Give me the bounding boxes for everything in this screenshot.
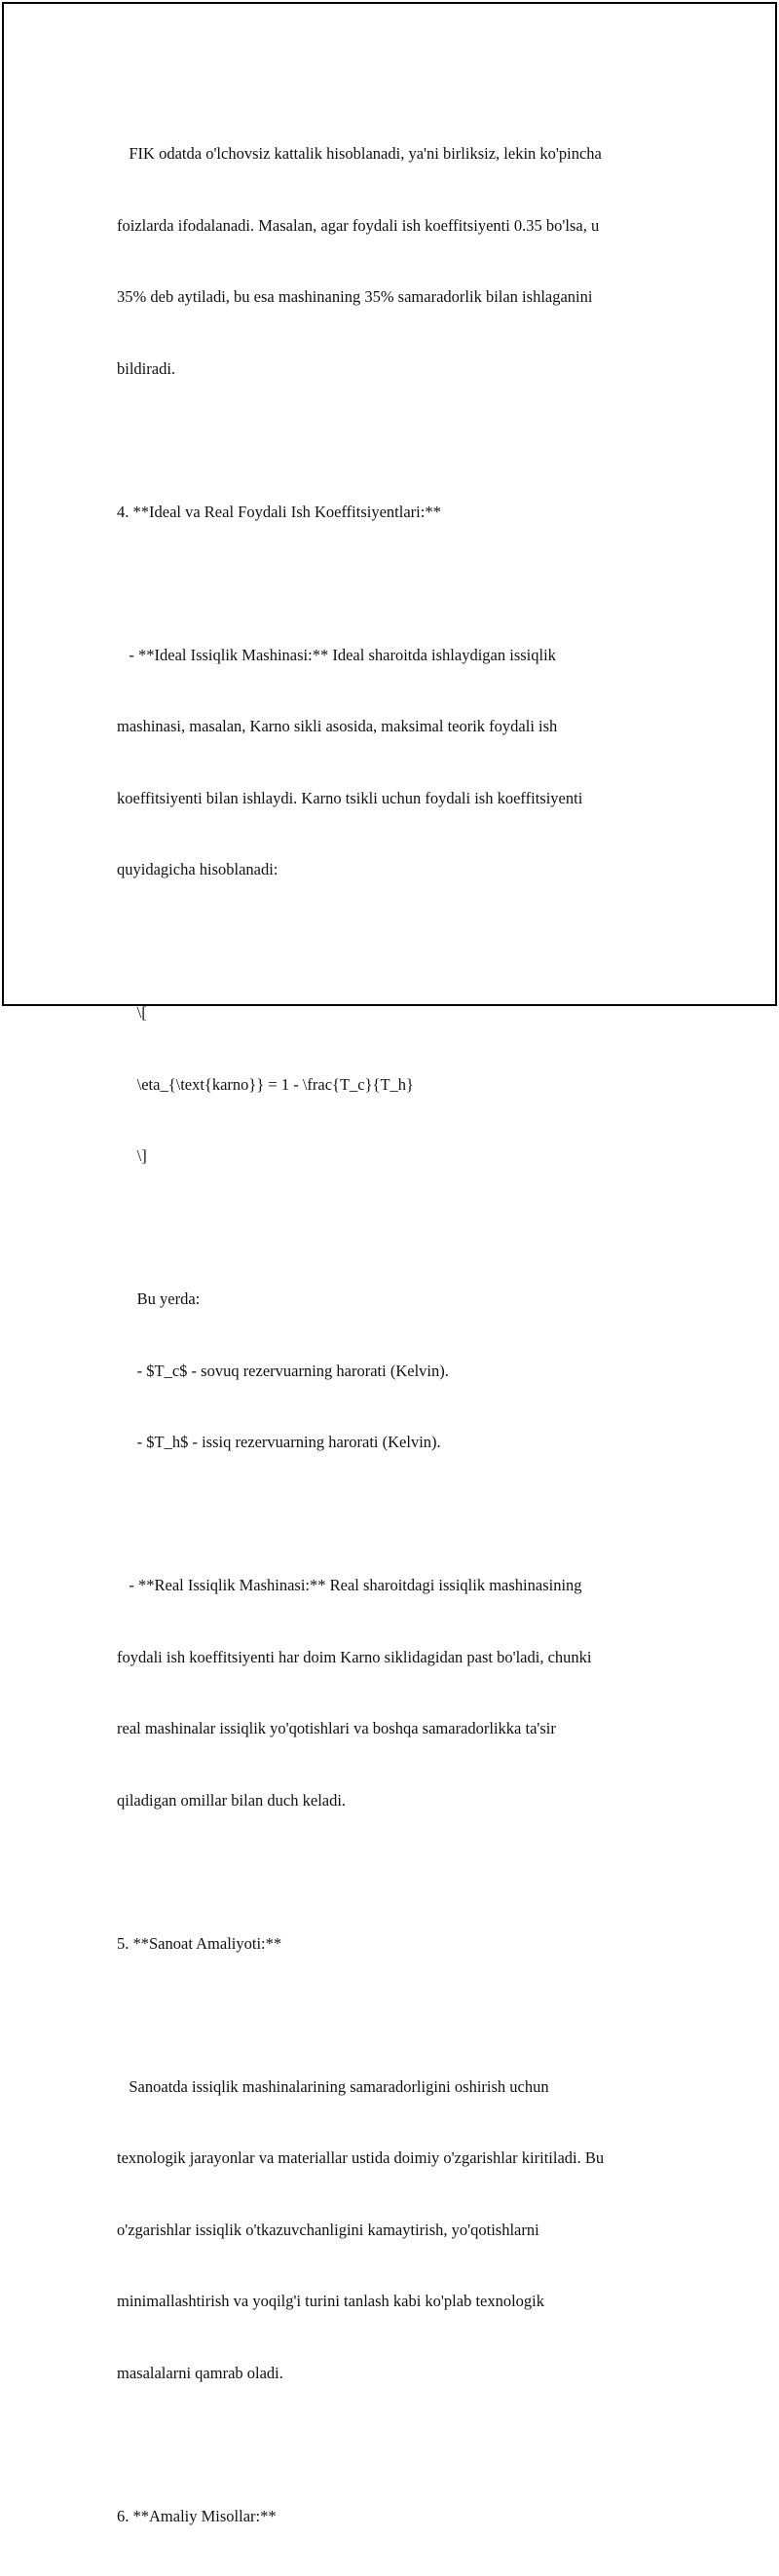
- blank-line: [117, 1503, 682, 1527]
- blank-line: [117, 1860, 682, 1885]
- formula-line: \[: [117, 1003, 147, 1022]
- blank-line: [117, 1216, 682, 1241]
- text-line: masalalarni qamrab oladi.: [117, 2363, 283, 2382]
- formula-line: \]: [117, 1146, 147, 1165]
- text-line: - $T_c$ - sovuq rezervuarning harorati (Kelvin).: [117, 1361, 449, 1380]
- text-line: foydali ish koeffitsiyenti har doim Karno siklidagidan past bo'ladi, chunki: [117, 1647, 592, 1666]
- text-line: bildiradi.: [117, 358, 176, 378]
- section-heading-5: 5. **Sanoat Amaliyoti:**: [117, 1933, 282, 1953]
- section-heading-6: 6. **Amaliy Misollar:**: [117, 2506, 277, 2525]
- document-body: [117, 94, 682, 2576]
- text-line: mashinasi, masalan, Karno sikli asosida, maksimal teorik foydali ish: [117, 717, 558, 735]
- text-line: FIK odatda o'lchovsiz kattalik hisoblanadi, ya'ni birliksiz, lekin ko'pincha: [117, 144, 602, 163]
- blank-line: [117, 930, 682, 954]
- text-line: minimallashtirish va yoqilg'i turini tanlash kabi ko'plab texnologik: [117, 2292, 545, 2310]
- blank-line: [117, 2433, 682, 2457]
- blank-line: [117, 2003, 682, 2028]
- text-line: texnologik jarayonlar va materiallar ustida doimiy o'zgarishlar kiritiladi. Bu: [117, 2148, 605, 2167]
- text-line: Bu yerda:: [117, 1289, 201, 1308]
- text-line: - **Ideal Issiqlik Mashinasi:** Ideal sharoitda ishlaydigan issiqlik: [117, 645, 556, 664]
- text-line: qiladigan omillar bilan duch keladi.: [117, 1790, 347, 1810]
- text-line: Sanoatda issiqlik mashinalarining samaradorligini oshirish uchun: [117, 2076, 549, 2096]
- text-line: - **Real Issiqlik Mashinasi:** Real sharoitdagi issiqlik mashinasining: [117, 1576, 582, 1594]
- text-line: quyidagicha hisoblanadi:: [117, 860, 278, 878]
- formula-line: \eta_{\text{karno}} = 1 - \frac{T_c}{T_h}: [117, 1074, 414, 1094]
- text-line: 35% deb aytiladi, bu esa mashinaning 35% samaradorlik bilan ishlaganini: [117, 287, 593, 306]
- section-heading-4: 4. **Ideal va Real Foydali Ish Koeffitsiyentlari:**: [117, 502, 441, 521]
- text-line: real mashinalar issiqlik yo'qotishlari va boshqa samaradorlikka ta'sir: [117, 1719, 556, 1737]
- text-line: o'zgarishlar issiqlik o'tkazuvchanligini kamaytirish, yo'qotishlarni: [117, 2220, 539, 2239]
- document-page: [2, 2, 777, 2525]
- text-line: koeffitsiyenti bilan ishlaydi. Karno tsikli uchun foydali ish koeffitsiyenti: [117, 788, 583, 807]
- text-line: - $T_h$ - issiq rezervuarning harorati (Kelvin).: [117, 1433, 441, 1451]
- text-line: foizlarda ifodalanadi. Masalan, agar foydali ish koeffitsiyenti 0.35 bo'lsa, u: [117, 215, 600, 235]
- blank-line: [117, 572, 682, 596]
- blank-line: [117, 429, 682, 453]
